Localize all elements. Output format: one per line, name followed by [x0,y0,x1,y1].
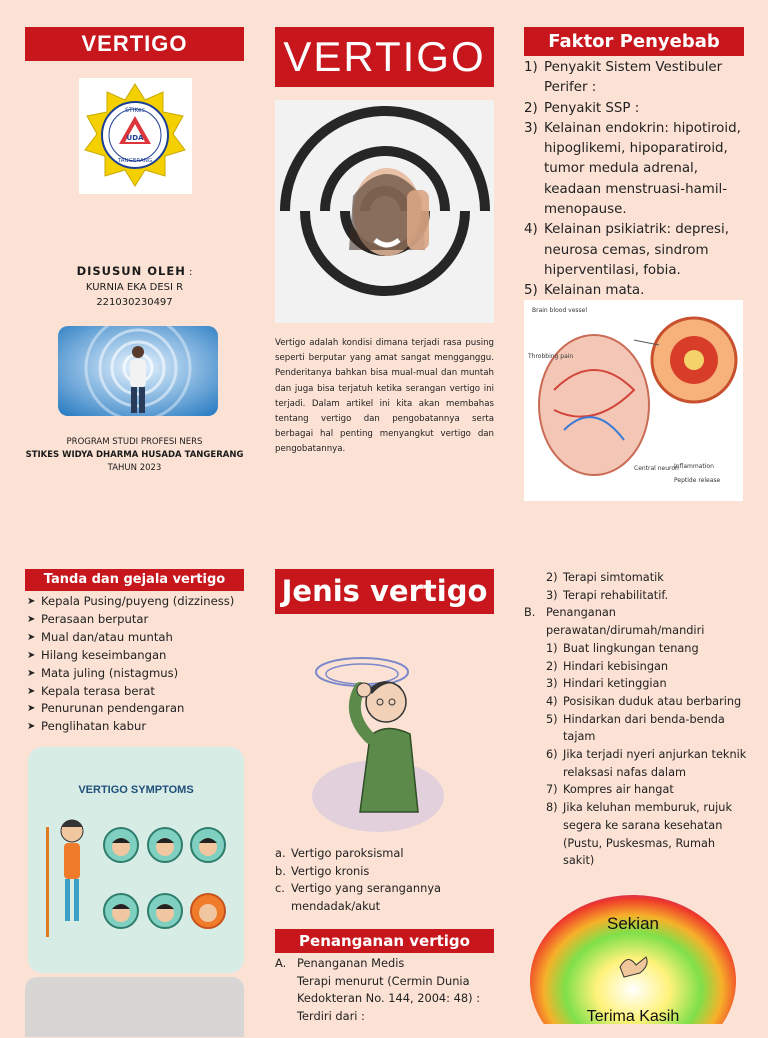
list-item: 2) Terapi simtomatik [546,571,664,584]
school-logo [79,78,192,194]
medical-treatment-block [275,955,494,1025]
arrow-bullet-icon: ➤ [27,613,36,625]
list-item: ➤ Penglihatan kabur [27,718,247,736]
cover-title: VERTIGO [25,27,244,61]
gray-image-placeholder [25,977,244,1037]
label-peptide-release: Peptide release [674,477,721,484]
causes-title: Faktor Penyebab [524,27,744,56]
logo-text-mid: UDA [126,134,144,142]
section-b-heading: B. Penanganan perawatan/dirumah/mandiri [524,606,705,638]
list-item: 4) Kelainan psikiatrik: depresi, neurosa cemas, sindrom hiperventilasi, fobia. [524,222,729,278]
vertigo-types-list [275,845,494,916]
arrow-bullet-icon: ➤ [27,721,36,733]
list-item: ➤ Penurunan pendengaran [27,700,247,718]
section-a-text: Terapi menurut (Cermin Dunia Kedokteran No. 144, 2004: 48) : Terdiri dari : [297,973,481,1023]
thank-you-badge [528,893,738,1038]
causes-list [524,58,748,302]
list-item: 2) Hindari kebisingan [546,659,669,673]
program-name: PROGRAM STUDI PROFESI NERS [66,437,203,447]
migraine-diagram [524,300,743,501]
label-inflammation: Inflammation [674,463,714,470]
vertigo-description: Vertigo adalah kondisi dimana terjadi rasa pusing seperti berputar yang amat sangat mengganggu. Penderitanya bahkan bisa mual-mual dan muntah dan juga bisa terjatuh ketika serangan vertigo ini terjadi. Dalam artikel ini kita akan membahas tentang vertigo dan pengobatannya serta berbagai hal penting menyangkut vertigo dan pengobatannya. [275,338,494,455]
label-throbbing-pain: Throbbing pain [528,353,574,360]
program-block [25,436,244,475]
symptoms-list [27,593,247,736]
treatment-title: Penanganan vertigo [275,929,494,953]
author-heading: DISUSUN OLEH [76,264,186,278]
list-item: 3) Terapi rehabilitatif. [546,588,669,602]
list-item: b. Vertigo kronis [275,863,370,878]
spiral-man-image [58,326,218,416]
arrow-bullet-icon: ➤ [27,685,36,697]
dizzy-woman-image [275,100,494,323]
list-item: ➤ Kepala terasa berat [27,683,247,701]
school-name: STIKES WIDYA DHARMA HUSADA TANGERANG [25,450,244,460]
list-item: ➤ Mual dan/atau muntah [27,629,247,647]
main-title: VERTIGO [275,27,494,87]
symptoms-image-title: VERTIGO SYMPTOMS [78,784,194,796]
arrow-bullet-icon: ➤ [27,703,36,715]
section-a-title: Penanganan Medis [297,956,405,970]
list-item: 5) Hindarkan dari benda-benda tajam [546,712,725,744]
list-item: 1) Penyakit Sistem Vestibuler Perifer : [524,60,723,96]
dizzy-man-cartoon [300,616,456,840]
year: TAHUN 2023 [107,463,162,473]
vertigo-symptoms-image [28,747,244,973]
closing-top-text: Sekian [607,914,659,933]
arrow-bullet-icon: ➤ [27,631,36,643]
closing-bottom-text: Terima Kasih [586,1008,680,1024]
treatment-continued [524,569,748,870]
author-name: KURNIA EKA DESI R [85,282,184,293]
label-central-neuron: Central neuron [634,465,679,472]
list-item: ➤ Mata juling (nistagmus) [27,665,247,683]
author-block [25,264,244,310]
list-item: ➤ Kepala Pusing/puyeng (dizziness) [27,593,247,611]
list-item: 3) Kelainan endokrin: hipotiroid, hipoglikemi, hipoparatiroid, tumor medula adrenal, keadaan menstruasi-hamil-menopause. [524,120,741,218]
list-item: 6) Jika terjadi nyeri anjurkan teknik relaksasi nafas dalam [546,748,747,779]
symptoms-title: Tanda dan gejala vertigo [25,569,244,591]
logo-text-bottom: TANGERANG [117,158,153,164]
list-item: ➤ Perasaan berputar [27,611,247,629]
list-item: 2) Penyakit SSP : [524,100,640,116]
list-item: ➤ Hilang keseimbangan [27,647,247,665]
list-item: a. Vertigo paroksismal [275,846,404,860]
label-brain-blood-vessel: Brain blood vessel [532,307,588,314]
list-item: 7) Kompres air hangat [546,783,674,797]
logo-text-top: STIKes [125,107,145,114]
arrow-bullet-icon: ➤ [27,596,36,607]
types-title: Jenis vertigo [275,569,494,614]
arrow-bullet-icon: ➤ [27,667,36,679]
list-item: 4) Posisikan duduk atau berbaring [546,694,742,708]
list-item: 5) Kelainan mata. [524,283,645,299]
list-item: c. Vertigo yang serangannya mendadak/akut [275,881,442,914]
list-item: 1) Buat lingkungan tenang [546,641,699,655]
list-item: 8) Jika keluhan memburuk, rujuk segera ke sarana kesehatan (Pustu, Puskesmas, Rumah sakit) [546,801,733,868]
section-a-num: A. [275,956,287,970]
author-colon: : [185,267,193,278]
author-id: 221030230497 [96,297,173,308]
arrow-bullet-icon: ➤ [27,649,36,661]
list-item: 3) Hindari ketinggian [546,677,667,691]
